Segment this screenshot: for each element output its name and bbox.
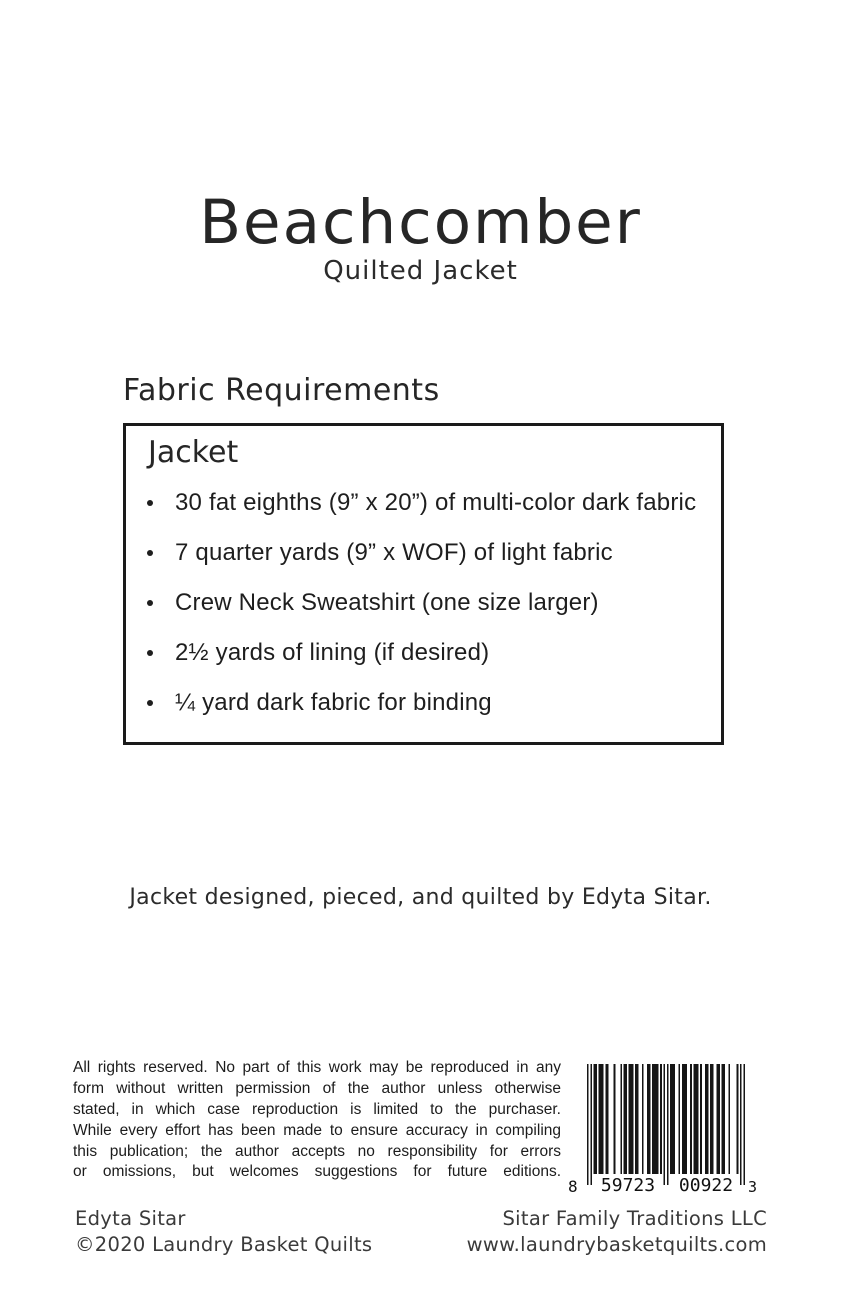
footer-right xyxy=(467,1206,767,1257)
legal-line: or omissions, but welcomes suggestions for future editions. xyxy=(73,1163,561,1181)
fabric-requirement-item xyxy=(126,478,721,528)
legal-line: this publication; the author accepts no responsibility for errors xyxy=(73,1142,561,1160)
author-name: Edyta Sitar xyxy=(75,1207,186,1230)
copyright-line: ©2020 Laundry Basket Quilts xyxy=(75,1232,373,1256)
fabric-requirement-item xyxy=(126,628,721,678)
legal-line: All rights reserved. No part of this work may be reproduced in any xyxy=(73,1059,561,1076)
fabric-requirements-box xyxy=(123,423,724,745)
fabric-requirement-item xyxy=(126,578,721,628)
legal-line: stated, in which case reproduction is limited to the purchaser. xyxy=(73,1100,561,1118)
website-url: www.laundrybasketquilts.com xyxy=(466,1232,767,1256)
barcode-bars-icon xyxy=(587,1064,745,1185)
barcode-digit-last: 3 xyxy=(748,1178,758,1196)
bullet-icon xyxy=(147,700,153,706)
legal-line: form without written permission of the author unless otherwise xyxy=(73,1079,561,1097)
barcode-digit-first: 8 xyxy=(568,1177,578,1196)
credit-line: Jacket designed, pieced, and quilted by Edyta Sitar. xyxy=(129,885,712,910)
pattern-title: Beachcomber xyxy=(199,187,642,258)
fabric-requirements-heading: Fabric Requirements xyxy=(123,373,440,408)
legal-line: While every effort has been made to ensure accuracy in compiling xyxy=(73,1121,561,1139)
fabric-requirement-text: 7 quarter yards (9” x WOF) of light fabric xyxy=(175,539,613,566)
fabric-requirement-item xyxy=(126,528,721,578)
fabric-requirements-list xyxy=(126,478,721,728)
footer-left xyxy=(75,1206,372,1257)
bullet-icon xyxy=(147,550,153,556)
company-name: Sitar Family Traditions LLC xyxy=(502,1207,767,1230)
fabric-requirement-item xyxy=(126,678,721,728)
pattern-subtitle: Quilted Jacket xyxy=(323,256,518,286)
fabric-requirement-text: 2½ yards of lining (if desired) xyxy=(175,639,490,666)
fabric-requirement-text: ¼ yard dark fabric for binding xyxy=(175,689,492,716)
upc-barcode xyxy=(565,1064,775,1199)
fabric-requirement-text: Crew Neck Sweatshirt (one size larger) xyxy=(175,589,599,616)
barcode-digits-left: 59723 xyxy=(600,1175,656,1196)
fabric-requirements-box-title: Jacket xyxy=(148,435,239,470)
bullet-icon xyxy=(147,500,153,506)
legal-text xyxy=(73,1058,561,1183)
bullet-icon xyxy=(147,650,153,656)
barcode-digits-right: 00922 xyxy=(678,1175,734,1196)
fabric-requirement-text: 30 fat eighths (9” x 20”) of multi-color dark fabric xyxy=(175,489,697,516)
bullet-icon xyxy=(147,600,153,606)
